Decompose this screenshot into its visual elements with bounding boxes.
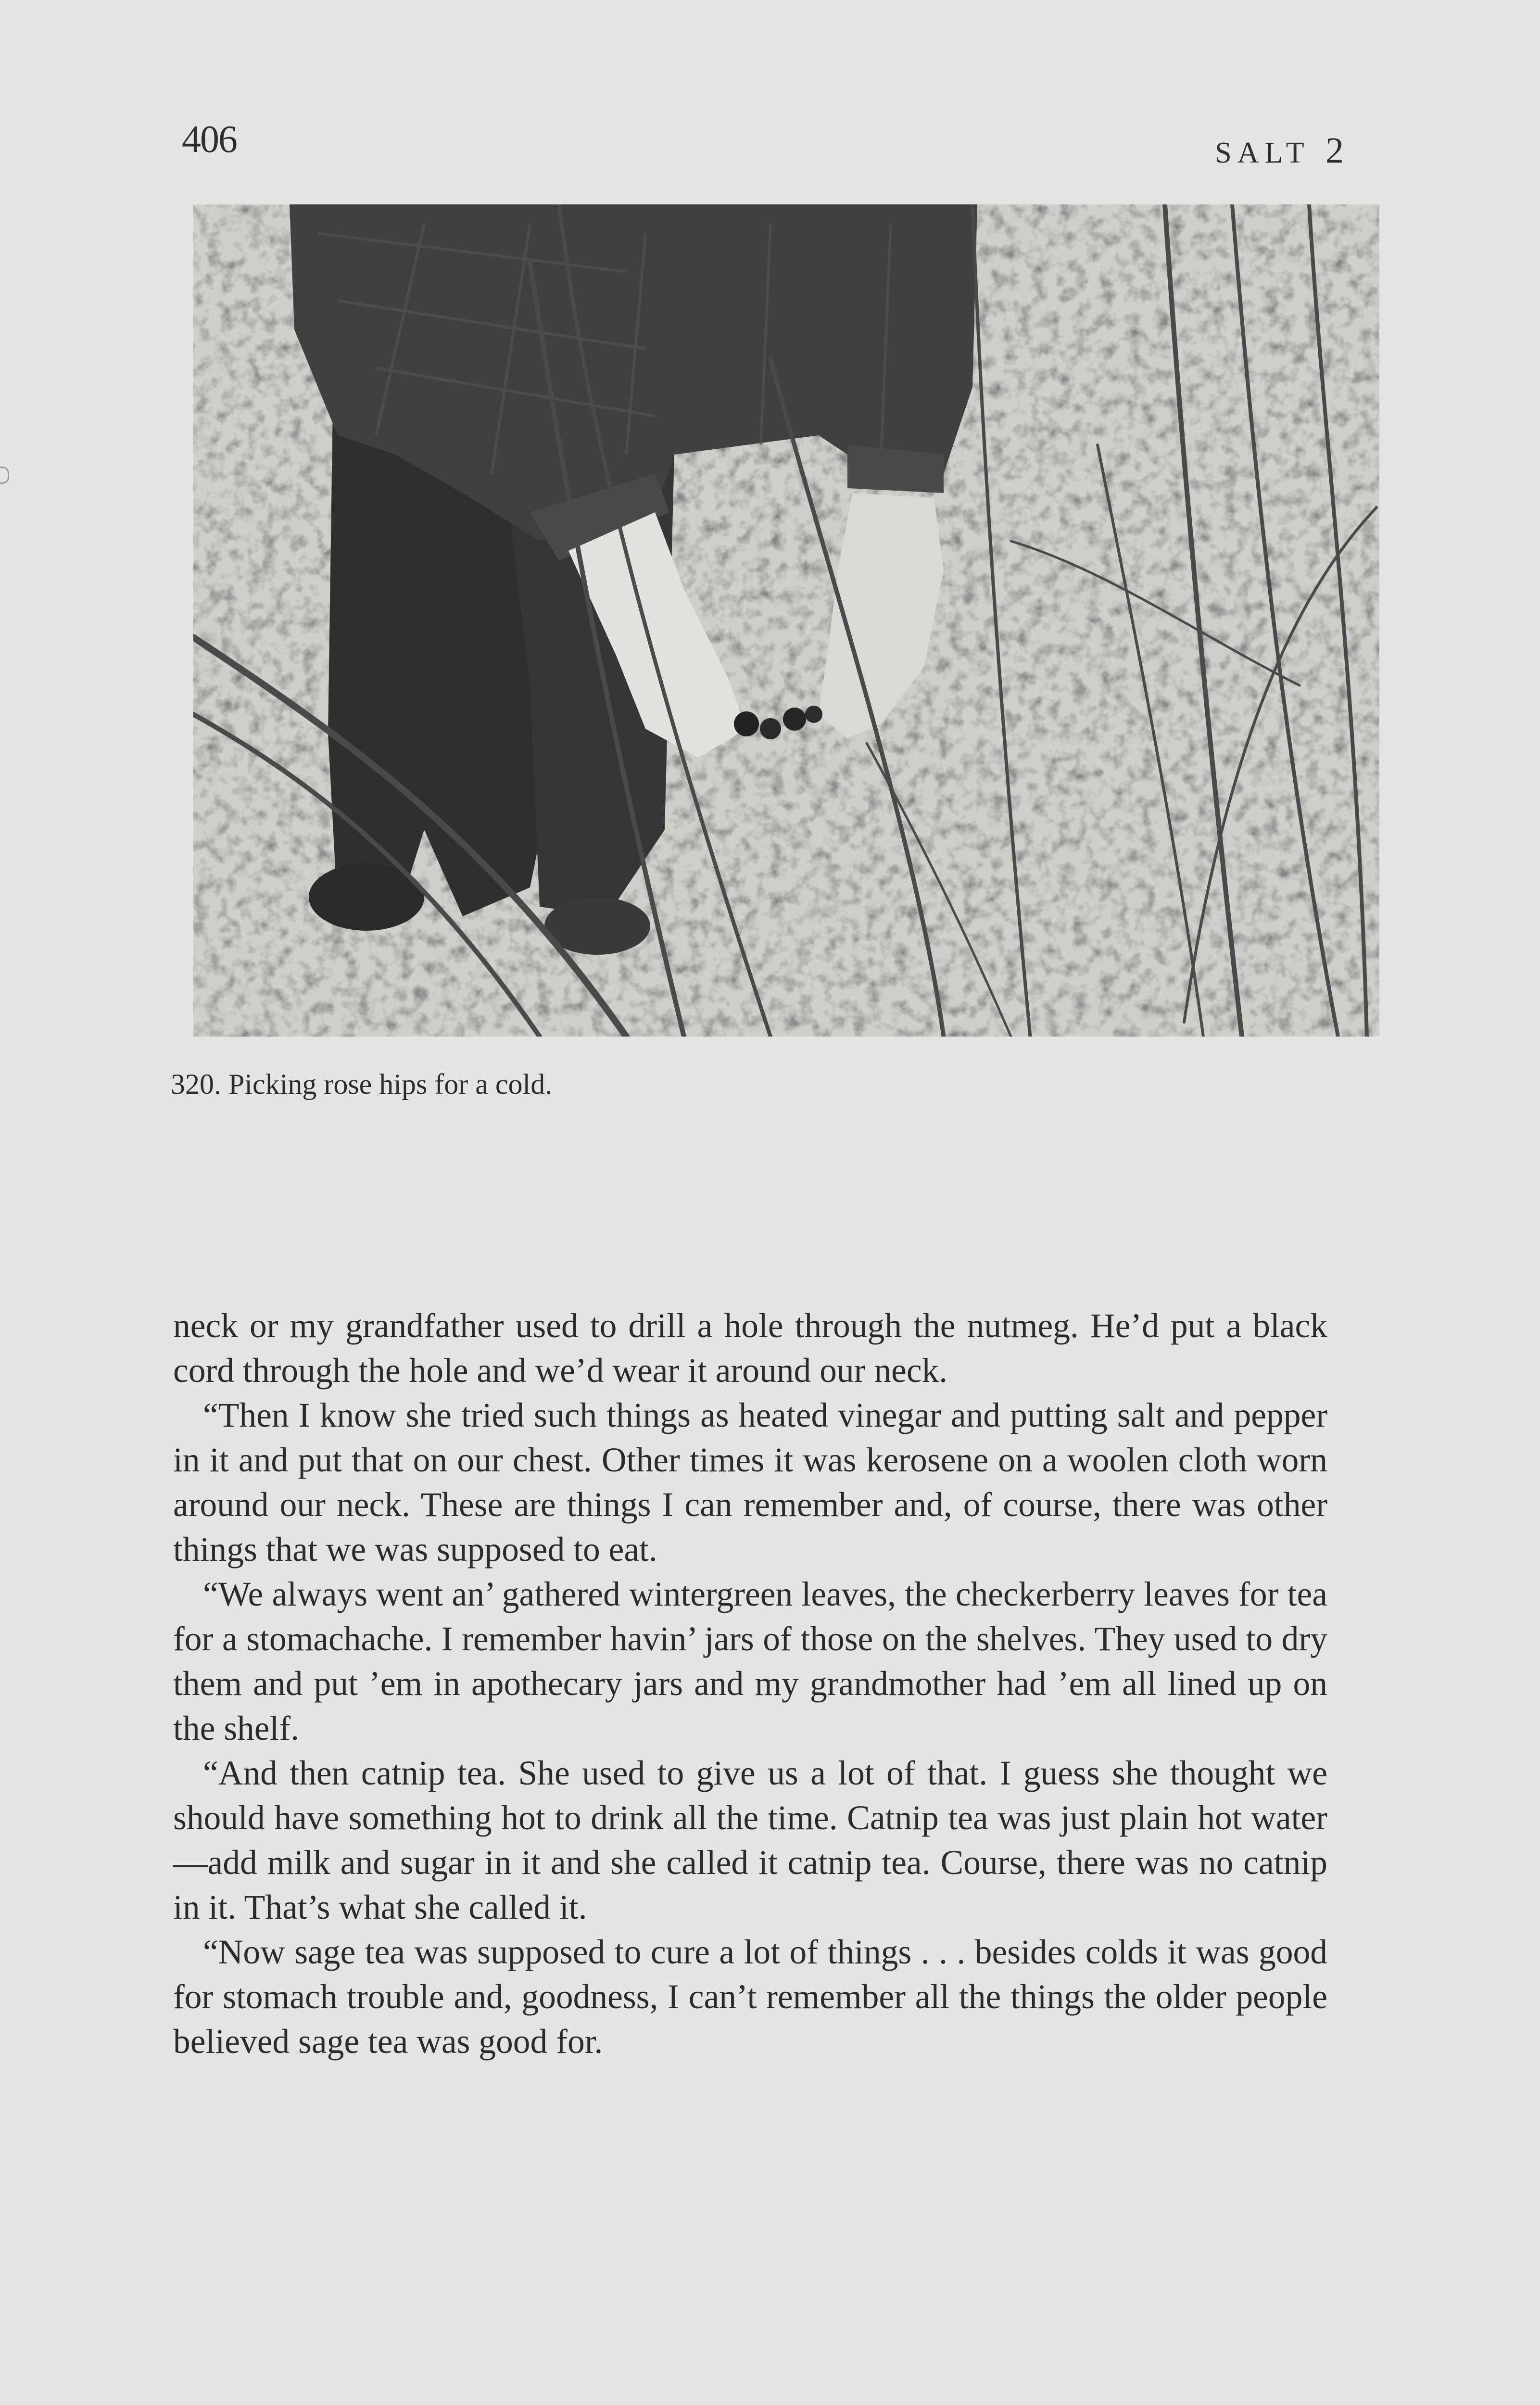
figure-photo — [193, 204, 1379, 1037]
running-head-title: SALT — [1215, 137, 1310, 169]
page-number: 406 — [182, 118, 237, 161]
photo-illustration — [193, 204, 1379, 1037]
paragraph: “Now sage tea was supposed to cure a lot of things . . . besides colds it was good for stomach trouble and, goodness, I can’t remember all the things the older people believed sage tea was good for. — [173, 1933, 1327, 2061]
running-head — [1215, 130, 1344, 172]
paragraph: “And then catnip tea. She used to give us a lot of that. I guess she thought we should have something hot to drink all the time. Catnip tea was just plain hot water—add milk and sugar in it and she called it catnip tea. Course, there was no catnip in it. That’s what she called it. — [173, 1754, 1327, 1926]
figure-caption: 320. Picking rose hips for a cold. — [171, 1068, 553, 1100]
paragraph: “We always went an’ gathered wintergreen leaves, the checkerberry leaves for tea for a stomachache. I remember havin’ jars of those on the shelves. They used to dry them and put ’em in apothecary jars and my grandmother had ’em all lined up on the shelf. — [173, 1575, 1327, 1747]
body-text — [173, 1304, 1327, 2064]
paragraph: “Then I know she tried such things as heated vinegar and putting salt and pepper in it and put that on our chest. Other times it was kerosene on a woolen cloth worn around our neck. These are things I can remember and, of course, there was other things that we was supposed to eat. — [173, 1396, 1327, 1569]
paragraph: neck or my grandfather used to drill a hole through the nutmeg. He’d put a black cord through the hole and we’d wear it around our neck. — [173, 1307, 1327, 1390]
running-head-volume: 2 — [1325, 130, 1344, 171]
scan-edge-mark — [0, 467, 9, 484]
